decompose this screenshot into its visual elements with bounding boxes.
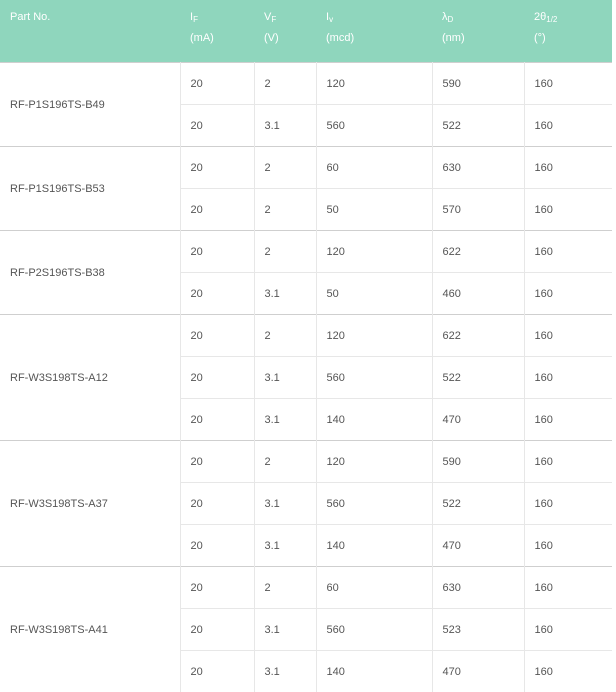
cell-forward-current: 20: [180, 399, 254, 441]
cell-viewing-angle: 160: [524, 525, 612, 567]
cell-dominant-wavelength: 470: [432, 525, 524, 567]
cell-forward-current: 20: [180, 189, 254, 231]
cell-viewing-angle: 160: [524, 609, 612, 651]
column-header-unit: (mA): [190, 31, 254, 46]
table-row: [0, 147, 612, 189]
cell-luminous-intensity: 120: [316, 441, 432, 483]
table-row: [0, 567, 612, 609]
cell-viewing-angle: 160: [524, 105, 612, 147]
cell-forward-current: 20: [180, 357, 254, 399]
cell-forward-voltage: 2: [254, 567, 316, 609]
cell-dominant-wavelength: 570: [432, 189, 524, 231]
column-header-unit: (°): [534, 31, 612, 46]
cell-forward-current: 20: [180, 525, 254, 567]
table-row: [0, 63, 612, 105]
cell-forward-voltage: 3.1: [254, 483, 316, 525]
cell-forward-current: 20: [180, 483, 254, 525]
cell-luminous-intensity: 560: [316, 357, 432, 399]
cell-luminous-intensity: 120: [316, 315, 432, 357]
cell-dominant-wavelength: 470: [432, 399, 524, 441]
column-header-unit: (mcd): [326, 31, 432, 46]
cell-viewing-angle: 160: [524, 651, 612, 692]
cell-forward-voltage: 3.1: [254, 399, 316, 441]
cell-luminous-intensity: 140: [316, 651, 432, 692]
cell-luminous-intensity: 140: [316, 525, 432, 567]
column-header-symbol: Part No.: [10, 10, 180, 25]
cell-luminous-intensity: 560: [316, 609, 432, 651]
cell-luminous-intensity: 140: [316, 399, 432, 441]
cell-part-no: RF-P2S196TS-B38: [0, 231, 180, 315]
cell-forward-voltage: 3.1: [254, 105, 316, 147]
cell-forward-current: 20: [180, 651, 254, 692]
cell-forward-voltage: 2: [254, 231, 316, 273]
table-row: [0, 231, 612, 273]
cell-forward-voltage: 3.1: [254, 609, 316, 651]
cell-forward-voltage: 3.1: [254, 525, 316, 567]
cell-forward-voltage: 2: [254, 147, 316, 189]
column-header-forward-current: [180, 0, 254, 63]
cell-luminous-intensity: 120: [316, 63, 432, 105]
column-header-symbol: $2\theta_{1/2}$: [534, 10, 612, 25]
cell-dominant-wavelength: 590: [432, 63, 524, 105]
cell-dominant-wavelength: 630: [432, 147, 524, 189]
column-header-dominant-wavelength: [432, 0, 524, 63]
column-header-subscript: v: [329, 15, 333, 24]
cell-forward-current: 20: [180, 105, 254, 147]
column-header-subscript: F: [193, 15, 198, 24]
cell-forward-voltage: 2: [254, 315, 316, 357]
column-header-symbol: $\lambda_D$: [442, 10, 524, 25]
table-row: [0, 441, 612, 483]
cell-viewing-angle: 160: [524, 567, 612, 609]
column-header-luminous-intensity: [316, 0, 432, 63]
cell-dominant-wavelength: 470: [432, 651, 524, 692]
cell-luminous-intensity: 50: [316, 189, 432, 231]
cell-viewing-angle: 160: [524, 189, 612, 231]
cell-part-no: RF-W3S198TS-A37: [0, 441, 180, 567]
column-header-unit: (V): [264, 31, 316, 46]
cell-dominant-wavelength: 460: [432, 273, 524, 315]
cell-dominant-wavelength: 630: [432, 567, 524, 609]
table-body: [0, 63, 612, 692]
cell-luminous-intensity: 120: [316, 231, 432, 273]
cell-dominant-wavelength: 622: [432, 315, 524, 357]
cell-viewing-angle: 160: [524, 483, 612, 525]
cell-viewing-angle: 160: [524, 147, 612, 189]
cell-forward-voltage: 2: [254, 189, 316, 231]
column-header-symbol: $I_F$: [190, 10, 254, 25]
cell-part-no: RF-W3S198TS-A41: [0, 567, 180, 692]
cell-dominant-wavelength: 522: [432, 483, 524, 525]
cell-viewing-angle: 160: [524, 315, 612, 357]
column-header-subscript: D: [448, 15, 454, 24]
cell-forward-current: 20: [180, 567, 254, 609]
cell-forward-voltage: 2: [254, 63, 316, 105]
cell-luminous-intensity: 60: [316, 567, 432, 609]
cell-part-no: RF-P1S196TS-B53: [0, 147, 180, 231]
cell-forward-voltage: 3.1: [254, 273, 316, 315]
cell-viewing-angle: 160: [524, 231, 612, 273]
column-header-subscript: F: [271, 15, 276, 24]
cell-luminous-intensity: 560: [316, 483, 432, 525]
cell-forward-voltage: 3.1: [254, 651, 316, 692]
column-header-unit: (nm): [442, 31, 524, 46]
cell-forward-voltage: 3.1: [254, 357, 316, 399]
cell-viewing-angle: 160: [524, 399, 612, 441]
cell-forward-current: 20: [180, 63, 254, 105]
column-header-subscript: 1/2: [546, 15, 557, 24]
column-header-part-no: [0, 0, 180, 63]
cell-forward-current: 20: [180, 315, 254, 357]
cell-luminous-intensity: 50: [316, 273, 432, 315]
column-header-symbol: $I_v$: [326, 10, 432, 25]
cell-viewing-angle: 160: [524, 63, 612, 105]
table-row: [0, 315, 612, 357]
cell-dominant-wavelength: 522: [432, 105, 524, 147]
column-header-forward-voltage: [254, 0, 316, 63]
table-header-row: [0, 0, 612, 63]
cell-viewing-angle: 160: [524, 441, 612, 483]
cell-forward-current: 20: [180, 441, 254, 483]
cell-viewing-angle: 160: [524, 357, 612, 399]
cell-dominant-wavelength: 523: [432, 609, 524, 651]
cell-forward-current: 20: [180, 231, 254, 273]
column-header-viewing-angle: [524, 0, 612, 63]
cell-luminous-intensity: 560: [316, 105, 432, 147]
cell-forward-current: 20: [180, 273, 254, 315]
cell-luminous-intensity: 60: [316, 147, 432, 189]
cell-part-no: RF-P1S196TS-B49: [0, 63, 180, 147]
cell-forward-voltage: 2: [254, 441, 316, 483]
cell-dominant-wavelength: 622: [432, 231, 524, 273]
cell-viewing-angle: 160: [524, 273, 612, 315]
cell-forward-current: 20: [180, 609, 254, 651]
cell-part-no: RF-W3S198TS-A12: [0, 315, 180, 441]
cell-dominant-wavelength: 590: [432, 441, 524, 483]
cell-forward-current: 20: [180, 147, 254, 189]
cell-dominant-wavelength: 522: [432, 357, 524, 399]
table-header: [0, 0, 612, 63]
column-header-symbol: $V_F$: [264, 10, 316, 25]
